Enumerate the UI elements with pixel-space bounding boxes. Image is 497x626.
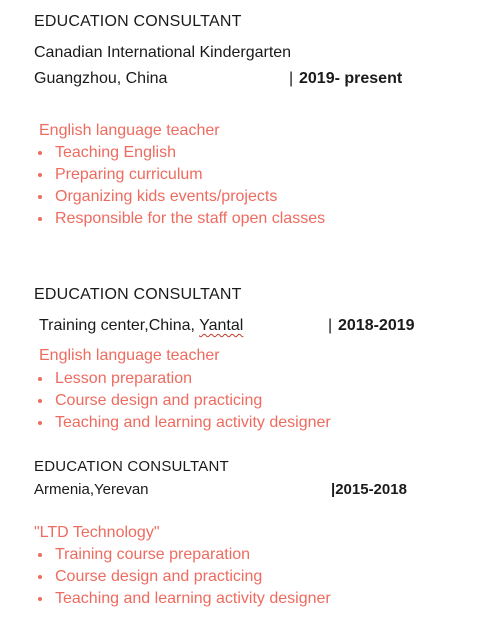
bullet-icon — [38, 575, 42, 579]
bullet-icon — [38, 151, 42, 155]
list-item: Teaching and learning activity designer — [34, 412, 331, 434]
list-item: Course design and practicing — [34, 566, 331, 588]
job-title: EDUCATION CONSULTANT — [34, 286, 242, 303]
date-separator: | — [289, 70, 294, 87]
job-role: English language teacher — [39, 347, 220, 364]
list-item: Training course preparation — [34, 544, 331, 566]
job-dates: 2018-2019 — [338, 317, 415, 334]
job-title: EDUCATION CONSULTANT — [34, 458, 229, 475]
bullet-icon — [38, 597, 42, 601]
job-location: Guangzhou, China — [34, 70, 168, 87]
job-location: Armenia,Yerevan — [34, 481, 149, 498]
duties-list — [34, 544, 331, 610]
list-item: Preparing curriculum — [34, 164, 325, 186]
job-role: English language teacher — [39, 122, 220, 139]
job-location: Training center,China, Yantal — [39, 317, 244, 334]
duties-list — [34, 368, 331, 434]
list-item: Lesson preparation — [34, 368, 331, 390]
job-title: EDUCATION CONSULTANT — [34, 13, 242, 30]
list-item: Teaching and learning activity designer — [34, 588, 331, 610]
list-item: Course design and practicing — [34, 390, 331, 412]
job-role: "LTD Technology" — [34, 524, 160, 541]
spelling-flag[interactable]: Yantal — [199, 317, 244, 334]
employer-name: Canadian International Kindergarten — [34, 44, 292, 61]
list-item: Responsible for the staff open classes — [34, 208, 325, 230]
list-item: Teaching English — [34, 142, 325, 164]
bullet-icon — [38, 217, 42, 221]
date-separator: | — [328, 317, 333, 334]
bullet-icon — [38, 421, 42, 425]
duties-list — [34, 142, 325, 230]
bullet-icon — [38, 173, 42, 177]
job-dates: 2019- present — [299, 70, 403, 87]
list-item: Organizing kids events/projects — [34, 186, 325, 208]
job-dates: |2015-2018 — [331, 481, 407, 498]
bullet-icon — [38, 553, 42, 557]
bullet-icon — [38, 195, 42, 199]
bullet-icon — [38, 399, 42, 403]
bullet-icon — [38, 377, 42, 381]
